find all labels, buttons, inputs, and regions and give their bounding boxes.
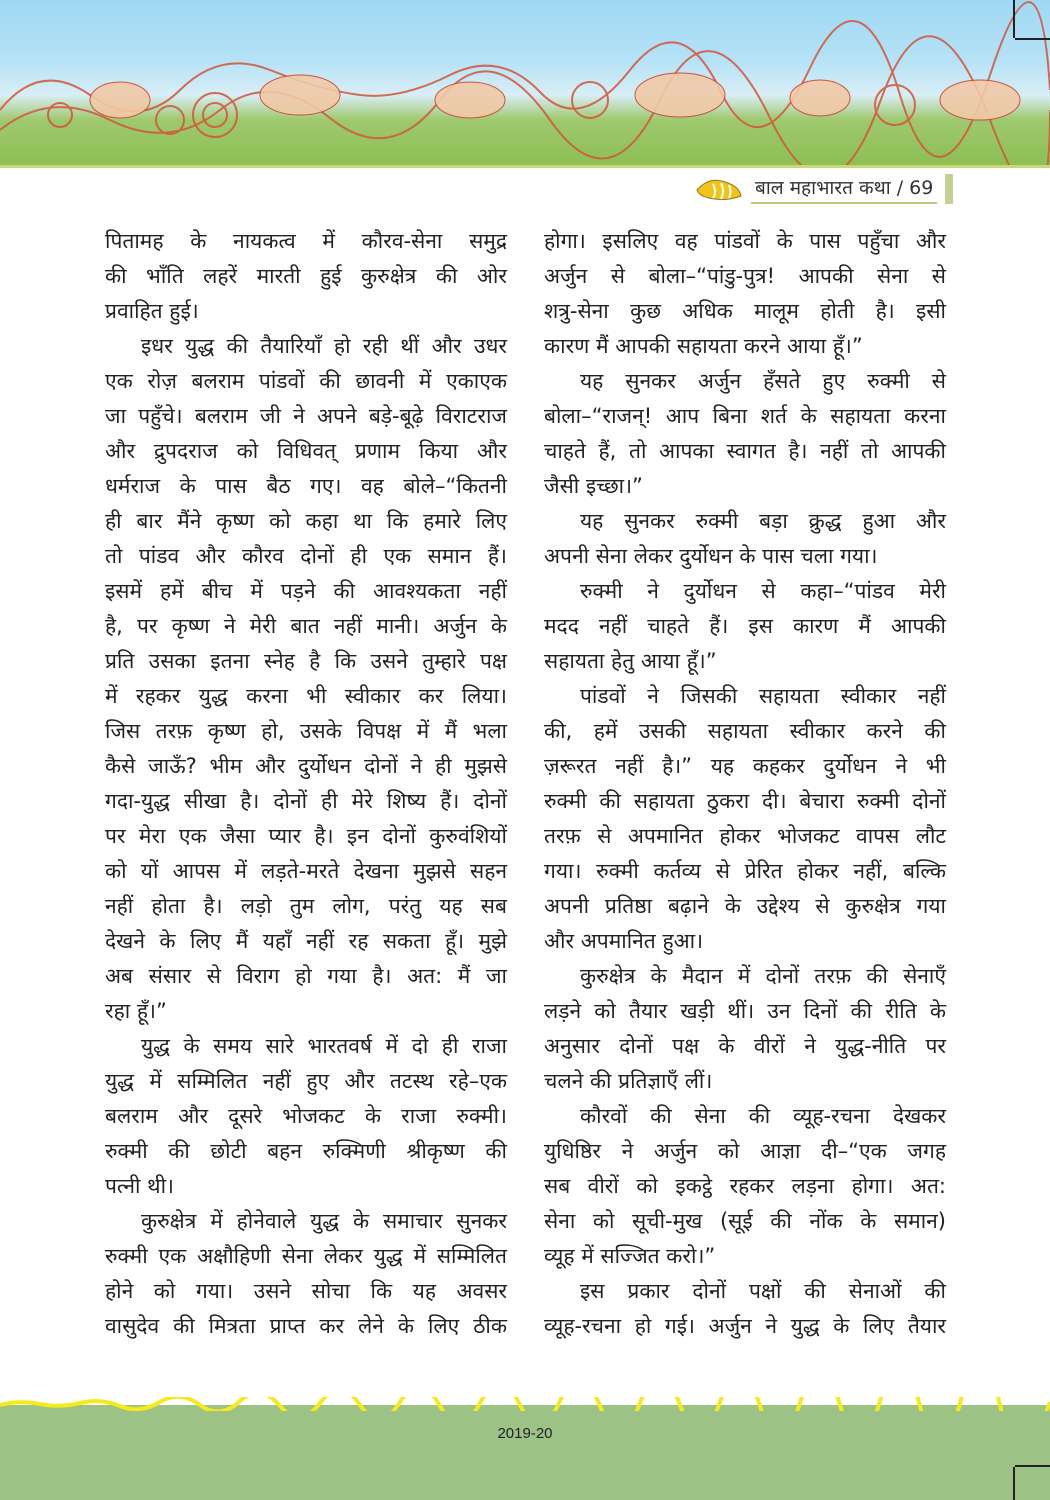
paragraph bbox=[105, 1029, 507, 1204]
text-line: और अपमानित हुआ। bbox=[544, 929, 704, 953]
text-line: पत्नी थी। bbox=[105, 1174, 174, 1198]
text-line: तरफ़ से अपमानित होकर भोजकट वापस लौट bbox=[544, 824, 946, 848]
text-line: इस प्रकार दोनों पक्षों की सेनाओं की bbox=[580, 1279, 946, 1303]
text-line: पर मेरा एक जैसा प्यार है। इन दोनों कुरुवंशियों bbox=[105, 824, 507, 848]
paragraph bbox=[544, 1274, 946, 1344]
text-line: कुरुक्षेत्र के मैदान में दोनों तरफ़ की सेनाएँ bbox=[580, 964, 946, 988]
text-line: गदा-युद्ध सीखा है। दोनों ही मेरे शिष्य हैं। दोनों bbox=[105, 789, 507, 813]
paragraph bbox=[544, 959, 946, 1099]
paragraph bbox=[544, 224, 946, 364]
paragraph bbox=[544, 504, 946, 574]
text-line: धर्मराज के पास बैठ गए। वह बोले–“कितनी bbox=[105, 474, 507, 498]
text-line: जिस तरफ़ कृष्ण हो, उसके विपक्ष में मैं भला bbox=[105, 719, 507, 743]
text-line: वासुदेव की मित्रता प्राप्त कर लेने के लिए ठीक bbox=[105, 1314, 507, 1338]
text-line: नहीं होता है। लड़ो तुम लोग, परंतु यह सब bbox=[105, 894, 507, 918]
text-line: अपनी प्रतिष्ठा बढ़ाने के उद्देश्य से कुरुक्षेत्र गया bbox=[544, 894, 946, 918]
paragraph bbox=[544, 679, 946, 959]
text-line: जा पहुँचे। बलराम जी ने अपने बड़े-बूढ़े विराटराज bbox=[105, 404, 507, 428]
book-title: बाल महाभारत कथा bbox=[755, 177, 891, 199]
text-line: बलराम और दूसरे भोजकट के राजा रुक्मी। bbox=[105, 1104, 507, 1128]
text-line: रुक्मी ने दुर्योधन से कहा–“पांडव मेरी bbox=[580, 579, 946, 603]
text-line: रहा हूँ।” bbox=[105, 999, 167, 1023]
text-line: इसमें हमें बीच में पड़ने की आवश्यकता नहीं bbox=[105, 579, 507, 603]
crop-mark bbox=[1015, 38, 1050, 40]
text-line: पितामह के नायकत्व में कौरव-सेना समुद्र bbox=[105, 229, 507, 253]
text-line: चलने की प्रतिज्ञाएँ लीं। bbox=[544, 1069, 713, 1093]
text-line: ही बार मैंने कृष्ण को कहा था कि हमारे लिए bbox=[105, 509, 507, 533]
paragraph bbox=[105, 224, 507, 329]
text-line: प्रवाहित हुई। bbox=[105, 299, 199, 323]
text-line: मदद नहीं चाहते हैं। इस कारण मैं आपकी bbox=[544, 614, 946, 638]
text-line: सेना को सूची-मुख (सूई की नोंक के समान) bbox=[544, 1209, 946, 1233]
text-line: रुक्मी की छोटी बहन रुक्मिणी श्रीकृष्ण की bbox=[105, 1139, 507, 1163]
text-line: है, पर कृष्ण ने मेरी बात नहीं मानी। अर्जुन के bbox=[105, 614, 507, 638]
text-line: रुक्मी की सहायता ठुकरा दी। बेचारा रुक्मी दोनों bbox=[544, 789, 946, 813]
paragraph bbox=[544, 574, 946, 679]
left-column bbox=[105, 224, 507, 1344]
text-line: कैसे जाऊँ? भीम और दुर्योधन दोनों ने ही मुझसे bbox=[105, 754, 507, 778]
text-line: अर्जुन से बोला–“पांडु-पुत्र! आपकी सेना से bbox=[544, 264, 946, 288]
separator: / bbox=[896, 177, 904, 199]
right-column bbox=[544, 224, 946, 1344]
text-line: सहायता हेतु आया हूँ।” bbox=[544, 649, 717, 673]
text-line: होगा। इसलिए वह पांडवों के पास पहुँचा और bbox=[544, 229, 946, 253]
text-line: बोला–“राजन्! आप बिना शर्त के सहायता करना bbox=[544, 404, 946, 428]
text-line: एक रोज़ बलराम पांडवों की छावनी में एकाएक bbox=[105, 369, 507, 393]
text-line: यह सुनकर रुक्मी बड़ा क्रुद्ध हुआ और bbox=[580, 509, 946, 533]
text-line: इधर युद्ध की तैयारियाँ हो रही थीं और उधर bbox=[141, 334, 507, 358]
text-line: जैसी इच्छा।” bbox=[544, 474, 643, 498]
text-line: अब संसार से विराग हो गया है। अत: मैं जा bbox=[105, 964, 507, 988]
text-line: और द्रुपदराज को विधिवत् प्रणाम किया और bbox=[105, 439, 507, 463]
text-line: अनुसार दोनों पक्ष के वीरों ने युद्ध-नीति पर bbox=[544, 1034, 946, 1058]
battle-illustration bbox=[0, 0, 1050, 168]
paragraph bbox=[105, 1204, 507, 1344]
page-number: 69 bbox=[909, 177, 934, 199]
text-line: युद्ध के समय सारे भारतवर्ष में दो ही राजा bbox=[141, 1034, 507, 1058]
text-line: कारण मैं आपकी सहायता करने आया हूँ।” bbox=[544, 334, 863, 358]
text-line: अपनी सेना लेकर दुर्योधन के पास चला गया। bbox=[544, 544, 878, 568]
text-line: व्यूह में सज्जित करो।” bbox=[544, 1244, 716, 1268]
text-line: यह सुनकर अर्जुन हँसते हुए रुक्मी से bbox=[580, 369, 946, 393]
text-line: गया। रुक्मी कर्तव्य से प्रेरित होकर नहीं, बल्कि bbox=[544, 859, 946, 883]
text-line: को यों आपस में लड़ते-मरते देखना मुझसे सहन bbox=[105, 859, 507, 883]
text-line: सब वीरों को इकट्ठे रहकर लड़ना होगा। अत: bbox=[544, 1174, 946, 1198]
running-head-text bbox=[751, 174, 937, 204]
text-line: की भाँति लहरें मारती हुई कुरुक्षेत्र की ओर bbox=[105, 264, 507, 288]
text-line: शत्रु-सेना कुछ अधिक मालूम होती है। इसी bbox=[544, 299, 946, 323]
text-line: कुरुक्षेत्र में होनेवाले युद्ध के समाचार सुनकर bbox=[141, 1209, 507, 1233]
text-line: प्रति उसका इतना स्नेह है कि उसने तुम्हारे पक्ष bbox=[105, 649, 507, 673]
crop-mark bbox=[1015, 1465, 1050, 1467]
text-line: लड़ने को तैयार खड़ी थीं। उन दिनों की रीति के bbox=[544, 999, 946, 1023]
header-rule bbox=[0, 165, 1050, 168]
text-line: युधिष्ठिर ने अर्जुन को आज्ञा दी–“एक जगह bbox=[544, 1139, 946, 1163]
text-line: की, हमें उसकी सहायता स्वीकार करने की bbox=[544, 719, 946, 743]
text-line: रुक्मी एक अक्षौहिणी सेना लेकर युद्ध में सम्मिलित bbox=[105, 1244, 507, 1268]
text-line: में रहकर युद्ध करना भी स्वीकार कर लिया। bbox=[105, 684, 507, 708]
paragraph bbox=[544, 364, 946, 504]
running-head bbox=[695, 172, 953, 206]
paragraph bbox=[105, 329, 507, 1029]
battle-scene-banner bbox=[0, 0, 1050, 168]
shell-ornament-icon bbox=[695, 176, 743, 202]
crop-mark bbox=[1013, 1467, 1015, 1500]
text-line: देखने के लिए मैं यहाँ नहीं रह सकता हूँ। मुझे bbox=[105, 929, 507, 953]
text-line: युद्ध में सम्मिलित नहीं हुए और तटस्थ रहे–एक bbox=[105, 1069, 507, 1093]
text-line: तो पांडव और कौरव दोनों ही एक समान हैं। bbox=[105, 544, 507, 568]
text-line: पांडवों ने जिसकी सहायता स्वीकार नहीं bbox=[580, 684, 946, 708]
text-line: व्यूह-रचना हो गई। अर्जुन ने युद्ध के लिए तैयार bbox=[544, 1314, 946, 1338]
text-line: चाहते हैं, तो आपका स्वागत है। नहीं तो आपकी bbox=[544, 439, 946, 463]
text-line: कौरवों की सेना की व्यूह-रचना देखकर bbox=[580, 1104, 946, 1128]
footer-band bbox=[0, 1405, 1050, 1500]
paragraph bbox=[544, 1099, 946, 1274]
crop-mark bbox=[1013, 0, 1015, 38]
footer-wavy-edge bbox=[0, 1397, 1050, 1411]
text-line: ज़रूरत नहीं है।” यह कहकर दुर्योधन ने भी bbox=[544, 754, 946, 778]
footer-year: 2019-20 bbox=[497, 1425, 553, 1442]
text-line: होने को गया। उसने सोचा कि यह अवसर bbox=[105, 1279, 507, 1303]
header-bar bbox=[945, 174, 953, 204]
